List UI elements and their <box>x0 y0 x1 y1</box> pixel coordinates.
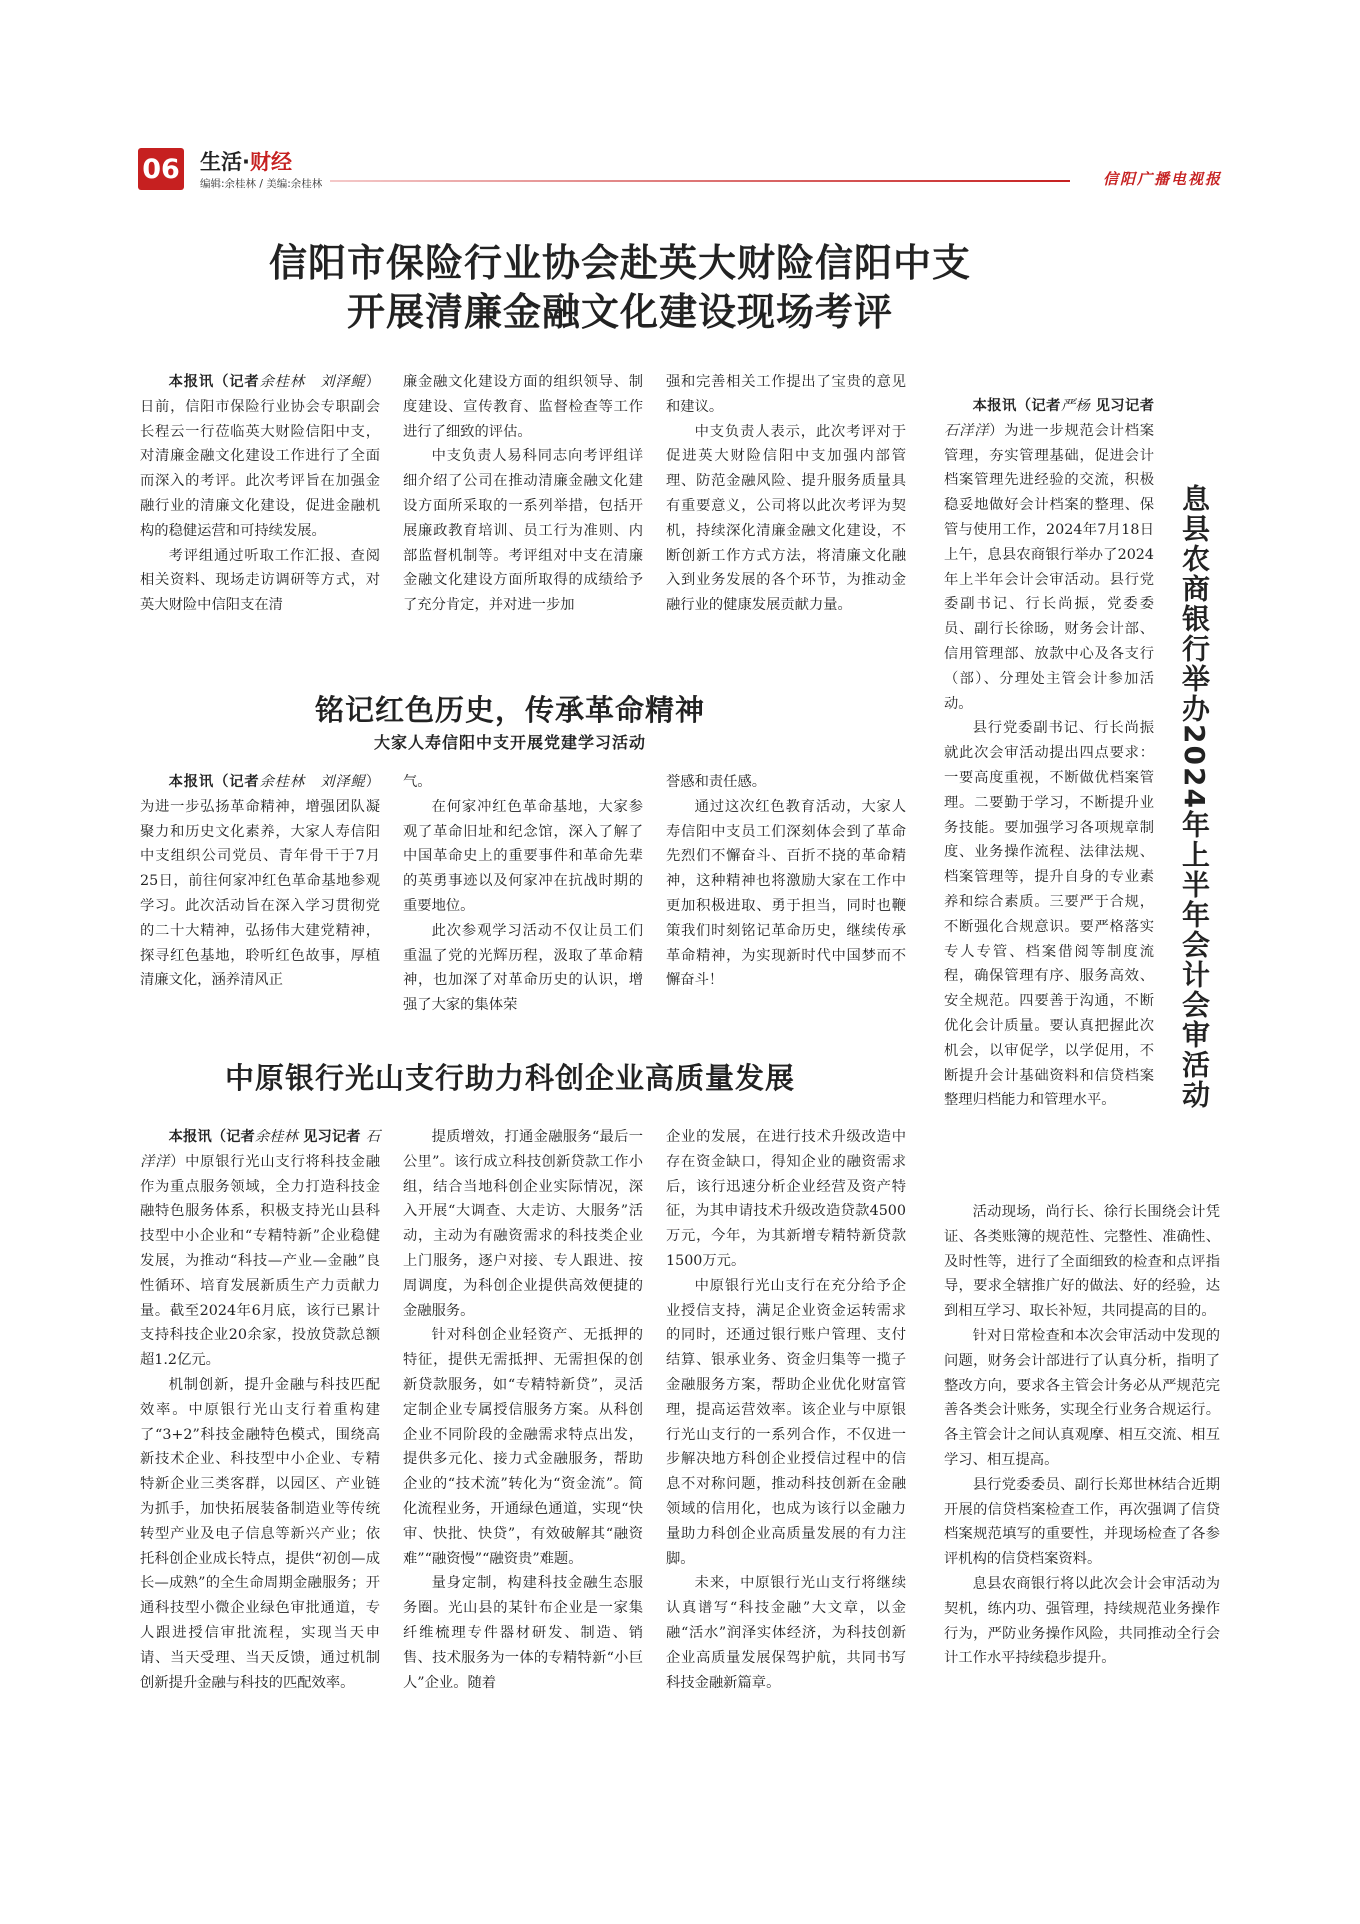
article3-column2 <box>403 1125 643 1695</box>
article1-title <box>100 238 1140 337</box>
article2-col2-text: 气。 <box>403 774 432 790</box>
article3-reporter: 余桂林 <box>254 1129 299 1145</box>
article1-byline: 本报讯（记者 <box>168 374 260 390</box>
paper-name: 信阳广播电视报 <box>1102 170 1222 188</box>
article2-col3-para2: 通过这次红色教育活动，大家人寿信阳中支员工们深刻体会到了革命先烈们不懈奋斗、百折不挠的革命精神，这种精神也将激励大家在工作中更加积极进取、勇于担当，同时也鞭策我们时刻铭记革命历史，继续传承革命精神，为实现新时代中国梦而不懈奋斗！ <box>666 798 906 989</box>
article2-byline: 本报讯（记者 <box>168 774 260 790</box>
editors-credit: 编辑:余桂林 / 美编:余桂林 <box>200 178 323 190</box>
article4-upper <box>944 394 1154 1113</box>
article4-byline-mid: 见习记者 <box>1095 398 1155 414</box>
article1-col1-text: ）日前，信阳市保险行业协会专职副会长程云一行莅临英大财险信阳中支，对清廉金融文化建设工作进行了全面而深入的考评。此次考评旨在加强金融行业的清廉文化建设，促进金融机构的稳健运营和可持续发展。 <box>140 374 381 539</box>
article1-col1-para2: 考评组通过听取工作汇报、查阅相关资料、现场走访调研等方式，对英大财险中信阳支在清 <box>140 547 380 614</box>
article3-byline-mid: 见习记者 <box>303 1129 361 1145</box>
article1-title-line1: 信阳市保险行业协会赴英大财险信阳中支 <box>268 240 971 285</box>
article3-column1 <box>140 1125 380 1695</box>
article3-reporter2: 石洋洋 <box>140 1129 381 1170</box>
article3-col3-para2: 中原银行光山支行在充分给予企业授信支持，满足企业资金运转需求的同时，还通过银行账户管理、支付结算、银承业务、资金归集等一揽子金融服务方案，帮助企业优化财富管理，提高运营效率。该企业与中原银行光山支行的一系列合作，不仅进一步解决地方科创企业授信过程中的信息不对称问题，推动科技创新在金融领域的信用化，也成为该行以金融力量助力科创企业高质量发展的有力注脚。 <box>666 1277 906 1567</box>
article3-column3 <box>666 1125 906 1695</box>
article1-title-line2: 开展清廉金融文化建设现场考评 <box>346 289 893 335</box>
section-prefix: 生活· <box>200 150 250 174</box>
article1-reporter: 余桂林 刘泽鲲 <box>259 374 366 390</box>
article2-title: 铭记红色历史，传承革命精神 <box>314 693 705 727</box>
article2-column2 <box>403 770 643 1018</box>
article2-col2-para3: 此次参观学习活动不仅让员工们重温了党的光辉历程，汲取了革命精神，也加深了对革命历史的认识，增强了大家的集体荣 <box>403 922 643 1014</box>
article3-col2-text: 提质增效，打通金融服务“最后一公里”。该行成立科技创新贷款工作小组，结合当地科创企业实际情况，深入开展“大调查、大走访、大服务”活动，主动为有融资需求的科技类企业上门服务，逐户对接、专人跟进、按周调度，为科创企业提供高效便捷的金融服务。 <box>403 1129 643 1319</box>
article3-col1-para2: 机制创新，提升金融与科技匹配效率。中原银行光山支行着重构建了“3+2”科技金融特色模式，围绕高新技术企业、科技型中小企业、专精特新企业三类客群，以园区、产业链为抓手，加快拓展装备制造业等传统转型产业及电子信息等新兴产业；依托科创企业成长特点，提供“初创—成长—成熟”的全生命周期金融服务；开通科技型小微企业绿色审批通道，专人跟进授信审批流程，实现当天申请、当天受理、当天反馈，通过机制创新提升金融与科技的匹配效率。 <box>140 1376 380 1691</box>
article3-col2-para2: 针对科创企业轻资产、无抵押的特征，提供无需抵押、无需担保的创新贷款服务，如“专精特新贷”，灵活定制企业专属授信服务方案。从科创企业不同阶段的金融需求特点出发，提供多元化、接力式金融服务，帮助企业的“技术流”转化为“资金流”。简化流程业务，开通绿色通道，实现“快审、快批、快贷”，有效破解其“融资难”“融资慢”“融资贵”难题。 <box>403 1327 643 1567</box>
article1-col3-text: 强和完善相关工作提出了宝贵的意见和建议。 <box>666 374 906 415</box>
section-accent: 财经 <box>249 150 292 174</box>
article4-para3: 活动现场，尚行长、徐行长围绕会计凭证、各类账簿的规范性、完整性、准确性、及时性等，进行了全面细致的检查和点评指导，要求全辖推广好的做法、好的经验，达到相互学习、取长补短，共同提高的目的。 <box>944 1204 1220 1320</box>
article4-byline: 本报讯（记者 <box>972 398 1061 414</box>
article4-para5: 县行党委委员、副行长郑世林结合近期开展的信贷档案检查工作，再次强调了信贷档案规范填写的重要性，并现场检查了各参评机构的信贷档案资料。 <box>944 1476 1220 1568</box>
article4-title: 息县农商银行举办2024年上半年会计会审活动 <box>1178 484 1211 1110</box>
article2-column3 <box>666 770 906 993</box>
article4-lower <box>944 1200 1220 1671</box>
article3-col1-text: ）中原银行光山支行将科技金融作为重点服务领域，全力打造科技金融特色服务体系，积极支持光山县科技型中小企业和“专精特新”企业稳健发展，为推动“科技—产业—金融”良性循环、培育发展新质生产力贡献力量。截至2024年6月底，该行已累计支持科技企业20余家，投放贷款总额超1.2亿元。 <box>140 1153 380 1369</box>
article4-para2: 县行党委副书记、行长尚振就此次会审活动提出四点要求：一要高度重视，不断做优档案管理。二要勤于学习，不断提升业务技能。要加强学习各项规章制度、业务操作流程、法律法规、档案管理等，提升自身的专业素养和综合素质。三要严于合规，不断强化合规意识。要严格落实专人专管、档案借阅等制度流程，确保管理有序、服务高效、安全规范。四要善于沟通，不断优化会计质量。要认真把握此次机会，以审促学，以学促用，不断提升会计基础资料和信贷档案整理归档能力和管理水平。 <box>944 720 1154 1109</box>
article1-column1 <box>140 370 380 618</box>
article4-reporter2: 石洋洋 <box>944 422 990 439</box>
article3-col2-para3: 量身定制，构建科技金融生态服务圈。光山县的某针布企业是一家集纤维梳理专件器材研发、制造、销售、技术服务为一体的专精特新“小巨人”企业。随着 <box>403 1575 643 1691</box>
article4-para1: ）为进一步规范会计档案管理，夯实管理基础，促进会计档案管理先进经验的交流，积极稳妥地做好会计档案的整理、保管与使用工作，2024年7月18日上午，息县农商银行举办了2024年上半年会计会审活动。县行党委副书记、行长尚振，党委委员、副行长徐旸，财务会计部、信用管理部、放款中心及各支行（部）、分理处主管会计参加活动。 <box>944 422 1155 712</box>
article1-col2-text: 廉金融文化建设方面的组织领导、制度建设、宣传教育、监督检查等工作进行了细致的评估。 <box>403 374 643 440</box>
article3-col3-text: 企业的发展，在进行技术升级改造中存在资金缺口，得知企业的融资需求后，该行迅速分析企业经营及资产特征，为其申请技术升级改造贷款4500万元，今年，为其新增专精特新贷款1500万元。 <box>666 1129 906 1269</box>
article4-para4: 针对日常检查和本次会审活动中发现的问题，财务会计部进行了认真分析，指明了整改方向，要求各主管会计务必从严规范完善各类会计账务，实现全行业务合规运行。各主管会计之间认真观摩、相互交流、相互学习、相互提高。 <box>944 1327 1220 1468</box>
article2-col3-text: 誉感和责任感。 <box>666 774 767 790</box>
page-number: 06 <box>138 148 184 190</box>
article1-column2 <box>403 370 643 618</box>
article2-column1 <box>140 770 380 993</box>
article3-byline: 本报讯（记者 <box>168 1129 255 1145</box>
article2-subtitle: 大家人寿信阳中支开展党建学习活动 <box>373 733 646 752</box>
article1-col3-para2: 中支负责人表示，此次考评对于促进英大财险信阳中支加强内部管理、防范金融风险、提升服务质量具有重要意义，公司将以此次考评为契机，持续深化清廉金融文化建设，不断创新工作方式方法，将清廉文化融入到业务发展的各个环节，为推动金融行业的健康发展贡献力量。 <box>666 423 906 614</box>
header-rule <box>330 180 1070 182</box>
article2-col2-para2: 在何家冲红色革命基地，大家参观了革命旧址和纪念馆，深入了解了中国革命史上的重要事件和革命先辈的英勇事迹以及何家冲在抗战时期的重要地位。 <box>403 798 643 914</box>
article1-col2-para2: 中支负责人易科同志向考评组详细介绍了公司在推动清廉金融文化建设方面所采取的一系列举措，包括开展廉政教育培训、员工行为准则、内部监督机制等。考评组对中支在清廉金融文化建设方面所取得的成绩给予了充分肯定，并对进一步加 <box>403 448 643 614</box>
article3-title: 中原银行光山支行助力科创企业高质量发展 <box>224 1061 795 1095</box>
article4-reporter: 严杨 <box>1060 398 1091 414</box>
article2-reporter: 余桂林 刘泽鲲 <box>259 774 366 790</box>
section-name <box>200 146 292 176</box>
article1-column3 <box>666 370 906 618</box>
article4-para6: 息县农商银行将以此次会计会审活动为契机，练内功、强管理，持续规范业务操作行为，严防业务操作风险，共同推动全行会计工作水平持续稳步提升。 <box>944 1575 1220 1667</box>
article2-col1-text: ）为进一步弘扬革命精神，增强团队凝聚力和历史文化素养，大家人寿信阳中支组织公司党员、青年骨干于7月25日，前往何家冲红色革命基地参观学习。此次活动旨在深入学习贯彻党的二十大精神，弘扬伟大建党精神，探寻红色基地，聆听红色故事，厚植清廉文化，涵养清风正 <box>140 774 381 989</box>
article3-col3-para3: 未来，中原银行光山支行将继续认真谱写“科技金融”大文章，以金融“活水”润泽实体经济，为科技创新企业高质量发展保驾护航，共同书写科技金融新篇章。 <box>666 1575 906 1691</box>
